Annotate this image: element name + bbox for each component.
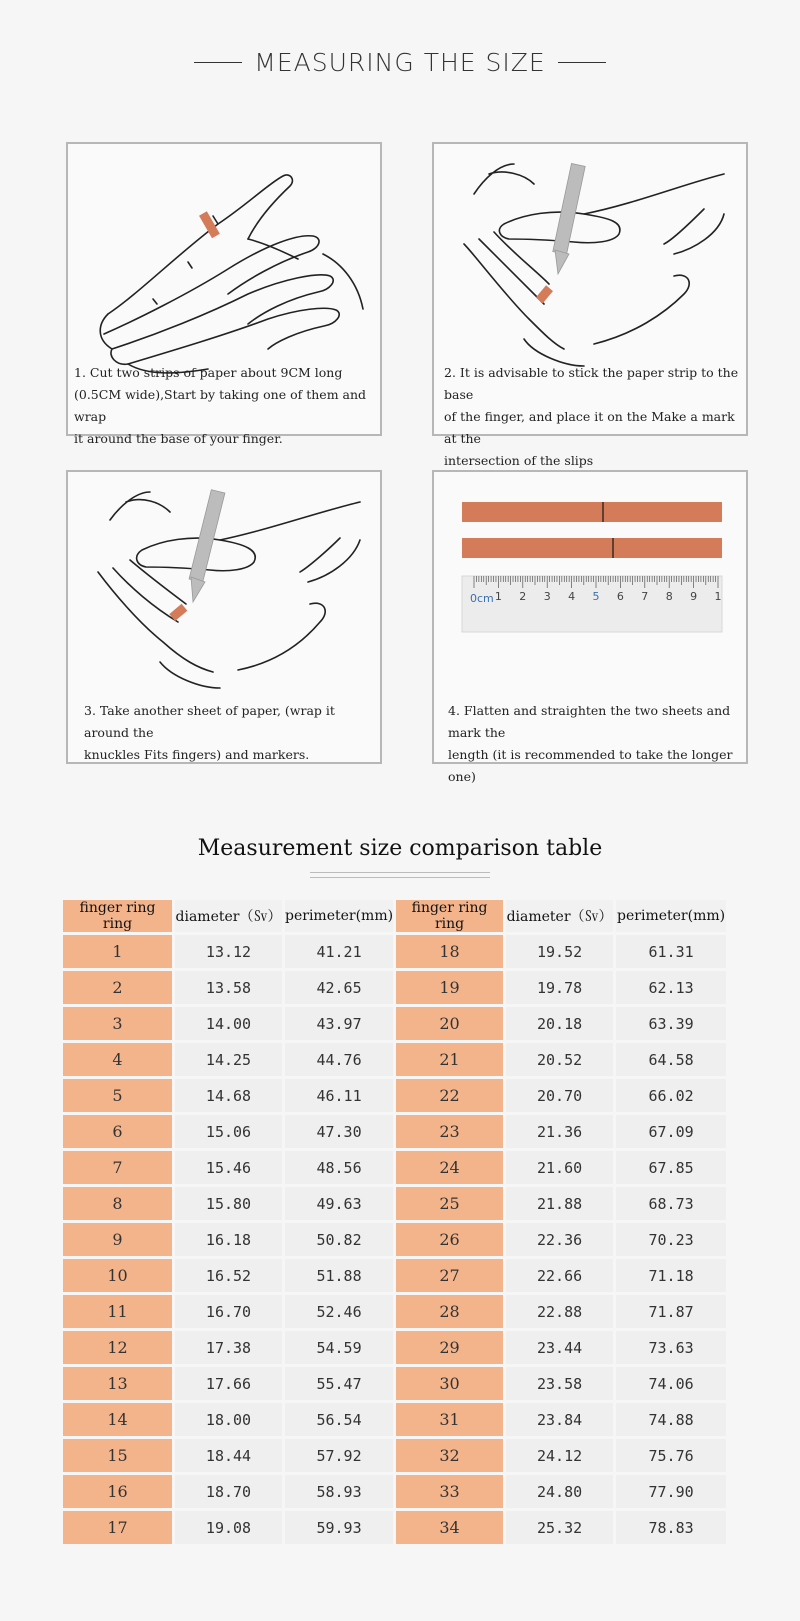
ring-size-cell: 34 xyxy=(396,1511,503,1544)
diameter-cell: 20.52 xyxy=(506,1043,613,1076)
perimeter-cell: 46.11 xyxy=(285,1079,393,1112)
perimeter-cell: 71.18 xyxy=(616,1259,726,1292)
step-3-caption: 3. Take another sheet of paper, (wrap it around the knuckles Fits fingers) and markers. xyxy=(84,703,335,762)
perimeter-cell: 56.54 xyxy=(285,1403,393,1436)
diameter-cell: 22.66 xyxy=(506,1259,613,1292)
perimeter-cell: 49.63 xyxy=(285,1187,393,1220)
diameter-cell: 16.70 xyxy=(175,1295,282,1328)
diameter-cell: 20.18 xyxy=(506,1007,613,1040)
page-header xyxy=(0,48,800,77)
ring-size-cell: 6 xyxy=(63,1115,172,1148)
diameter-cell: 19.08 xyxy=(175,1511,282,1544)
diameter-cell: 21.36 xyxy=(506,1115,613,1148)
ruler-label: 3 xyxy=(543,590,551,603)
ring-size-cell: 17 xyxy=(63,1511,172,1544)
table-title: Measurement size comparison table xyxy=(197,836,603,861)
ring-size-cell: 14 xyxy=(63,1403,172,1436)
step-3-panel xyxy=(66,470,382,764)
ruler-label: 5 xyxy=(592,590,600,603)
perimeter-cell: 55.47 xyxy=(285,1367,393,1400)
paper-strip-2 xyxy=(462,538,722,558)
ring-size-cell: 32 xyxy=(396,1439,503,1472)
size-comparison-table xyxy=(60,897,729,1547)
ring-size-cell: 13 xyxy=(63,1367,172,1400)
diameter-cell: 15.06 xyxy=(175,1115,282,1148)
ruler-label: 4 xyxy=(568,590,576,603)
ring-size-cell: 23 xyxy=(396,1115,503,1148)
table-row xyxy=(63,1511,726,1544)
ring-size-cell: 4 xyxy=(63,1043,172,1076)
perimeter-cell: 54.59 xyxy=(285,1331,393,1364)
header-ring-size-1: finger ring ring xyxy=(63,900,172,932)
hand-mark-illustration xyxy=(434,144,746,374)
ring-size-cell: 19 xyxy=(396,971,503,1004)
ring-size-cell: 16 xyxy=(63,1475,172,1508)
header-perimeter-2: perimeter(mm) xyxy=(616,900,726,932)
diameter-cell: 17.38 xyxy=(175,1331,282,1364)
perimeter-cell: 64.58 xyxy=(616,1043,726,1076)
diameter-cell: 14.25 xyxy=(175,1043,282,1076)
perimeter-cell: 70.23 xyxy=(616,1223,726,1256)
ring-size-cell: 33 xyxy=(396,1475,503,1508)
perimeter-cell: 77.90 xyxy=(616,1475,726,1508)
diameter-cell: 17.66 xyxy=(175,1367,282,1400)
table-row xyxy=(63,1259,726,1292)
table-row xyxy=(63,935,726,968)
ring-size-cell: 27 xyxy=(396,1259,503,1292)
ruler-label: 6 xyxy=(616,590,624,603)
page-title: MEASURING THE SIZE xyxy=(254,48,546,77)
table-row xyxy=(63,1367,726,1400)
ruler-label: 1 xyxy=(494,590,502,603)
ruler xyxy=(462,576,722,632)
ring-size-cell: 18 xyxy=(396,935,503,968)
paper-strip-1 xyxy=(462,502,722,522)
table-row xyxy=(63,1187,726,1220)
table-header-row xyxy=(63,900,726,932)
ruler-label: 8 xyxy=(665,590,673,603)
diameter-cell: 16.52 xyxy=(175,1259,282,1292)
diameter-cell: 21.88 xyxy=(506,1187,613,1220)
perimeter-cell: 51.88 xyxy=(285,1259,393,1292)
table-row xyxy=(63,1079,726,1112)
table-row xyxy=(63,1331,726,1364)
ring-size-cell: 9 xyxy=(63,1223,172,1256)
perimeter-cell: 61.31 xyxy=(616,935,726,968)
ruler-unit-label: 0cm xyxy=(470,592,494,605)
perimeter-cell: 78.83 xyxy=(616,1511,726,1544)
step-4-caption: 4. Flatten and straighten the two sheets and mark the length (it is recommended to take the longer one) xyxy=(448,703,733,784)
table-row xyxy=(63,1151,726,1184)
perimeter-cell: 47.30 xyxy=(285,1115,393,1148)
diameter-cell: 16.18 xyxy=(175,1223,282,1256)
table-row xyxy=(63,1475,726,1508)
ring-size-cell: 12 xyxy=(63,1331,172,1364)
perimeter-cell: 44.76 xyxy=(285,1043,393,1076)
diameter-cell: 15.46 xyxy=(175,1151,282,1184)
ruler-label: 2 xyxy=(519,590,527,603)
header-diameter-2: diameter（㏜） xyxy=(506,900,613,932)
perimeter-cell: 50.82 xyxy=(285,1223,393,1256)
diameter-cell: 20.70 xyxy=(506,1079,613,1112)
ring-size-cell: 22 xyxy=(396,1079,503,1112)
perimeter-cell: 71.87 xyxy=(616,1295,726,1328)
diameter-cell: 21.60 xyxy=(506,1151,613,1184)
diameter-cell: 25.32 xyxy=(506,1511,613,1544)
ring-size-cell: 2 xyxy=(63,971,172,1004)
perimeter-cell: 74.06 xyxy=(616,1367,726,1400)
perimeter-cell: 43.97 xyxy=(285,1007,393,1040)
diameter-cell: 15.80 xyxy=(175,1187,282,1220)
step-1-caption: 1. Cut two strips of paper about 9CM long (0.5CM wide),Start by taking one of them and wrap it around the base of your finger. xyxy=(74,365,367,446)
diameter-cell: 18.00 xyxy=(175,1403,282,1436)
perimeter-cell: 67.09 xyxy=(616,1115,726,1148)
diameter-cell: 22.36 xyxy=(506,1223,613,1256)
table-row xyxy=(63,971,726,1004)
perimeter-cell: 74.88 xyxy=(616,1403,726,1436)
perimeter-cell: 48.56 xyxy=(285,1151,393,1184)
step-4-panel xyxy=(432,470,748,784)
ring-size-cell: 25 xyxy=(396,1187,503,1220)
perimeter-cell: 57.92 xyxy=(285,1439,393,1472)
ring-size-cell: 11 xyxy=(63,1295,172,1328)
ring-size-cell: 5 xyxy=(63,1079,172,1112)
diameter-cell: 14.00 xyxy=(175,1007,282,1040)
strips-ruler-illustration xyxy=(434,472,746,702)
perimeter-cell: 75.76 xyxy=(616,1439,726,1472)
table-row xyxy=(63,1043,726,1076)
table-row xyxy=(63,1439,726,1472)
perimeter-cell: 62.13 xyxy=(616,971,726,1004)
ring-size-cell: 8 xyxy=(63,1187,172,1220)
perimeter-cell: 42.65 xyxy=(285,971,393,1004)
diameter-cell: 19.52 xyxy=(506,935,613,968)
perimeter-cell: 59.93 xyxy=(285,1511,393,1544)
header-rule-right xyxy=(558,62,606,63)
step-2-caption: 2. It is advisable to stick the paper strip to the base of the finger, and place it on the Make a mark at the intersection of the slips xyxy=(444,365,739,468)
diameter-cell: 23.44 xyxy=(506,1331,613,1364)
step-1-panel xyxy=(66,142,382,446)
perimeter-cell: 41.21 xyxy=(285,935,393,968)
table-title-underline xyxy=(310,872,490,878)
diameter-cell: 13.58 xyxy=(175,971,282,1004)
ruler-label: 1 xyxy=(714,590,722,603)
hand-wrap-illustration xyxy=(68,144,380,374)
header-perimeter-1: perimeter(mm) xyxy=(285,900,393,932)
ring-size-cell: 31 xyxy=(396,1403,503,1436)
ring-size-cell: 7 xyxy=(63,1151,172,1184)
ring-size-cell: 26 xyxy=(396,1223,503,1256)
step-2-panel xyxy=(432,142,748,468)
header-ring-size-2: finger ring ring xyxy=(396,900,503,932)
table-row xyxy=(63,1403,726,1436)
ring-size-cell: 15 xyxy=(63,1439,172,1472)
header-rule-left xyxy=(194,62,242,63)
diameter-cell: 22.88 xyxy=(506,1295,613,1328)
diameter-cell: 23.84 xyxy=(506,1403,613,1436)
table-row xyxy=(63,1223,726,1256)
perimeter-cell: 68.73 xyxy=(616,1187,726,1220)
diameter-cell: 19.78 xyxy=(506,971,613,1004)
table-row xyxy=(63,1115,726,1148)
ring-size-cell: 28 xyxy=(396,1295,503,1328)
perimeter-cell: 63.39 xyxy=(616,1007,726,1040)
perimeter-cell: 58.93 xyxy=(285,1475,393,1508)
diameter-cell: 24.12 xyxy=(506,1439,613,1472)
diameter-cell: 24.80 xyxy=(506,1475,613,1508)
perimeter-cell: 73.63 xyxy=(616,1331,726,1364)
ring-size-cell: 1 xyxy=(63,935,172,968)
hand-knuckle-illustration xyxy=(68,472,380,702)
perimeter-cell: 52.46 xyxy=(285,1295,393,1328)
ring-size-cell: 10 xyxy=(63,1259,172,1292)
ruler-label: 9 xyxy=(690,590,698,603)
perimeter-cell: 67.85 xyxy=(616,1151,726,1184)
diameter-cell: 18.44 xyxy=(175,1439,282,1472)
table-row xyxy=(63,1007,726,1040)
diameter-cell: 18.70 xyxy=(175,1475,282,1508)
header-diameter-1: diameter（㏜） xyxy=(175,900,282,932)
ring-size-cell: 21 xyxy=(396,1043,503,1076)
ring-size-cell: 30 xyxy=(396,1367,503,1400)
ring-size-cell: 3 xyxy=(63,1007,172,1040)
diameter-cell: 14.68 xyxy=(175,1079,282,1112)
ruler-label: 7 xyxy=(641,590,649,603)
ring-size-cell: 29 xyxy=(396,1331,503,1364)
diameter-cell: 23.58 xyxy=(506,1367,613,1400)
diameter-cell: 13.12 xyxy=(175,935,282,968)
ring-size-cell: 24 xyxy=(396,1151,503,1184)
perimeter-cell: 66.02 xyxy=(616,1079,726,1112)
ring-size-cell: 20 xyxy=(396,1007,503,1040)
table-row xyxy=(63,1295,726,1328)
